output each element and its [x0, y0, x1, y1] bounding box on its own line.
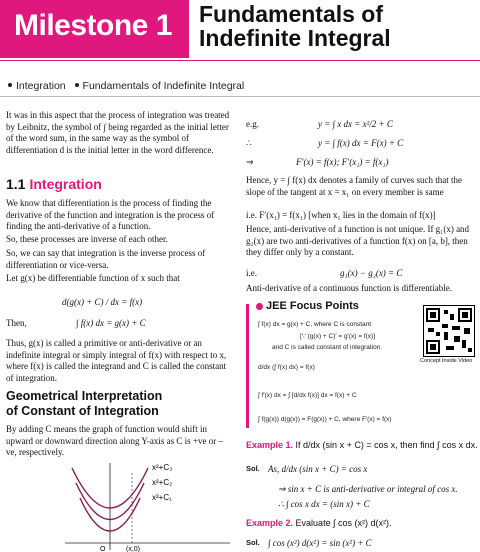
intro-paragraph: It was in this aspect that the process of integration was treated by Leibnitz, the symbol of ∫ being regarded as the initial letter of the word sum, in the same way as the symbol of differentiation d is the initial letter in the word difference.	[6, 110, 230, 155]
equation: y = ∫ f(x) dx = F(x) + C	[318, 138, 404, 148]
solution-line: ∫ cos (x²) d(x²) = sin (x²) + C	[268, 538, 372, 548]
example-2	[246, 518, 392, 528]
paragraph: Hence, anti-derivative of a function is not unique. If g₁(x) and g₂(x) are two anti-derivatives of a function f(x) on [a, b], then they differ only by a constant.	[246, 224, 470, 257]
divider	[0, 96, 480, 97]
label: e.g.	[246, 119, 259, 129]
symbol: ∴	[246, 138, 252, 148]
example-tag: Example 1.	[246, 440, 294, 450]
solution-line: As, d/dx (sin x + C) = cos x	[268, 464, 368, 474]
paragraph: Thus, g(x) is called a primitive or anti-derivative or an indefinite integral or simply integral of f(x) with respect to x, where f(x) is called the integrand and C is called the constant of integration.	[6, 338, 227, 383]
breadcrumb-item: Integration	[16, 80, 66, 92]
point-label: (x,0)	[126, 546, 140, 552]
qr-code-icon[interactable]	[423, 305, 475, 357]
subsection-heading	[6, 389, 162, 419]
equation: g₁(x) − g₂(x) = C	[340, 268, 403, 278]
section-heading	[6, 176, 102, 192]
breadcrumb-item: Fundamentals of Indefinite Integral	[82, 80, 245, 92]
paragraph: i.e. F′(x₁) = f(x₁) [when x₁ lies in the domain of f(x)]	[246, 210, 436, 220]
curve-label: x²+C₁	[152, 493, 172, 502]
focus-sidebar	[246, 304, 249, 428]
page-title	[199, 2, 391, 50]
solution-tag: Sol.	[246, 538, 260, 547]
focus-point: d/dx (∫ f(x) dx) = f(x)	[258, 364, 315, 371]
focus-bullet-icon	[256, 303, 263, 310]
section-number: 1.1	[6, 176, 26, 192]
curve-label: x²+C₃	[152, 463, 173, 472]
example-tag: Example 2.	[246, 518, 294, 528]
paragraph: By adding C means the graph of function would shift in upward or downward direction along Y-axis as C is +ve or – ve, respectively.	[6, 424, 223, 457]
equation: F′(x) = f(x); F′(x₁) = f(x₁)	[296, 157, 389, 167]
paragraph: Hence, y = ∫ f(x) dx denotes a family of curves such that the slope of the tangent at x = x₁ on every member is same	[246, 175, 462, 197]
example-1	[246, 440, 478, 450]
solution-line: ⇒ sin x + C is anti-derivative or integral of cos x.	[278, 484, 458, 494]
bullet-icon	[8, 83, 12, 87]
solution-tag: Sol.	[246, 464, 260, 473]
label: Then,	[6, 318, 27, 328]
subsection-title-line: of Constant of Integration	[6, 404, 159, 418]
title-line-2: Indefinite Integral	[199, 25, 391, 51]
milestone-label: Milestone 1	[14, 9, 172, 42]
origin-label: O	[100, 546, 106, 552]
equation: d(g(x) + C) / dx = f(x)	[62, 297, 143, 307]
paragraph: We know that differentiation is the process of finding the derivative of the function and integration is the process of finding the anti-derivative of a function.	[6, 198, 215, 231]
bullet-icon	[75, 83, 79, 87]
focus-point: ∫ f′(x) dx = ∫ [d/dx f(x)] dx = f(x) + C	[258, 392, 357, 399]
focus-point: ∫ f(g(x)) d(g(x)) = F(g(x)) + C, where F′(x) = f(x)	[258, 416, 392, 423]
paragraph: Anti-derivative of a continuous function is differentiable.	[246, 283, 453, 293]
qr-caption: Concept Inside Video	[420, 358, 473, 364]
curve-label: x²+C₂	[152, 478, 173, 487]
focus-point: and C is called constant of integration.	[272, 344, 383, 351]
section-title: Integration	[29, 176, 102, 192]
focus-point: ∫ f(x) dx = g(x) + C, where C is constant	[258, 321, 372, 328]
label: i.e.	[246, 268, 257, 278]
paragraph: So, these processes are inverse of each other.	[6, 234, 168, 244]
header-rule	[0, 60, 480, 61]
paragraph: Let g(x) be differentiable function of x such that	[6, 273, 180, 283]
focus-title: JEE Focus Points	[266, 300, 359, 312]
solution-line: ∴ ∫ cos x dx = (sin x) + C	[278, 499, 370, 509]
symbol: ⇒	[246, 157, 254, 167]
breadcrumb	[6, 80, 244, 92]
parabola-graph	[60, 458, 235, 552]
example-text: Evaluate ∫ cos (x²) d(x²).	[295, 518, 392, 528]
equation: ∫ f(x) dx = g(x) + C	[76, 318, 146, 328]
subsection-title-line: Geometrical Interpretation	[6, 389, 163, 403]
focus-point: [∵ (g(x) + C)′ = g′(x) = f(x)]	[300, 333, 376, 340]
title-line-1: Fundamentals of	[199, 1, 384, 27]
paragraph: So, we can say that integration is the inverse process of differentiation or vice-versa.	[6, 248, 206, 270]
example-text: If d/dx (sin x + C) = cos x, then find ∫ cos x dx.	[295, 440, 478, 450]
equation: y = ∫ x dx = x²/2 + C	[318, 119, 393, 129]
